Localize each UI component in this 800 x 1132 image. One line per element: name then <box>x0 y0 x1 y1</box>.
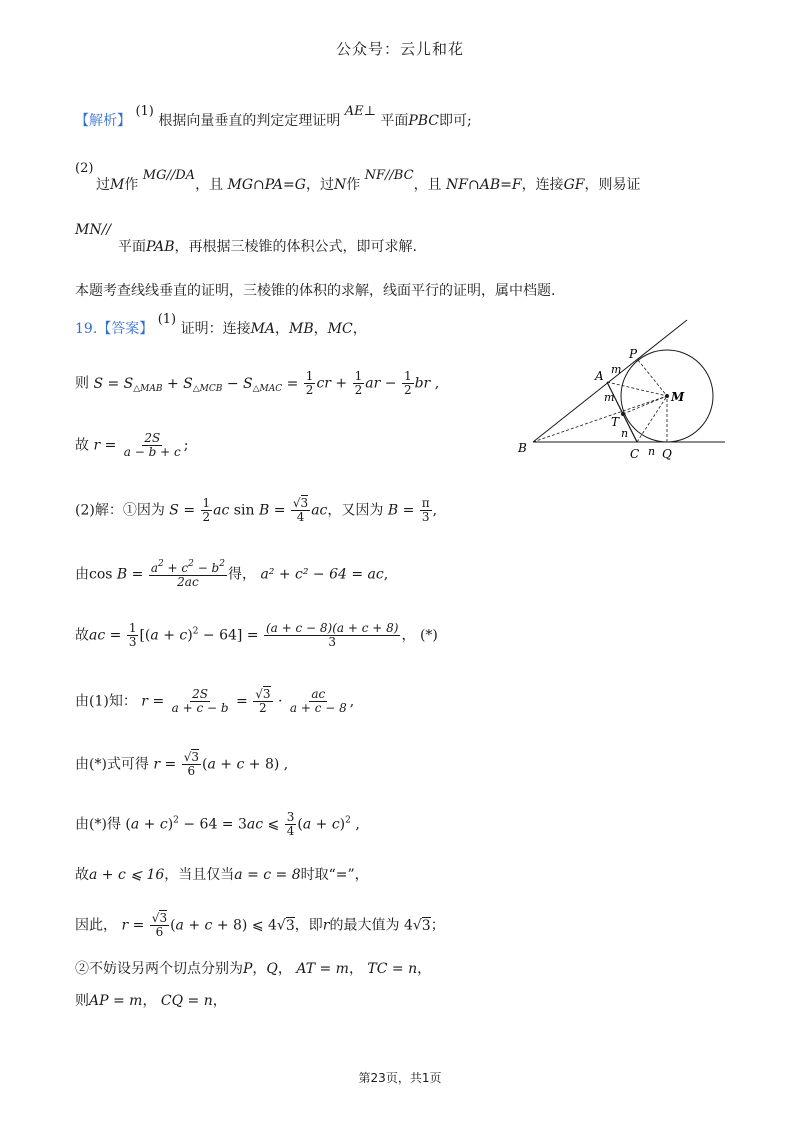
part-number: (1) <box>89 693 109 710</box>
center-point <box>665 394 669 398</box>
analysis-line-2 <box>75 161 94 186</box>
label-q: Q <box>662 447 672 461</box>
equation-tag: (*) <box>89 816 107 833</box>
math-expression: MG∩PA=G <box>227 177 306 193</box>
point-label: M <box>110 177 125 193</box>
tangent-point-t <box>621 412 625 416</box>
math-expression: AE⊥ <box>344 104 376 119</box>
label-m-at: m <box>604 391 615 404</box>
math-expression: a + c ⩽ 16 <box>89 867 165 883</box>
segment-cm <box>637 396 667 442</box>
label-n-tc: n <box>621 427 629 440</box>
analysis-text: ，再根据三棱锥的体积公式，即可求解. <box>174 239 417 255</box>
analysis-text: ，且 <box>413 177 442 193</box>
analysis-text: 根据向量垂直的判定定理证明 <box>158 113 341 129</box>
math-expression: MN// <box>75 222 112 238</box>
answer-text: 知： <box>108 693 137 710</box>
analysis-text: 作 <box>346 177 361 193</box>
answer-text: ， <box>348 961 363 977</box>
answer-text: ； <box>430 917 445 934</box>
analysis-text: 作 <box>124 177 139 193</box>
answer-text: 解：①因为 <box>94 502 165 519</box>
label-t: T <box>611 415 620 429</box>
star-line: 由(*)式可得 r = $\frac{√3}{6}$ (a + c + 8) , <box>75 750 289 779</box>
equation-tag: (*) <box>89 756 107 773</box>
answer-text: ，又因为 <box>327 502 384 519</box>
label-p: P <box>629 347 638 361</box>
answer-text: 由 <box>75 816 89 833</box>
math-expression: r <box>322 917 330 934</box>
answer-text: 式可得 <box>106 756 149 773</box>
ac-line: 故ac = $\frac{1}{3}$ $[(a + c)^2 - 64]$ = $\frac{(a + c - 8)(a + c + 8)}{3}$ ， (*) <box>75 621 438 650</box>
analysis-text: ，过 <box>305 177 334 193</box>
label-c: C <box>630 447 640 461</box>
math-expression: AT = m <box>296 961 349 977</box>
answer-text: 故 <box>75 867 89 883</box>
answer-text: 则 <box>75 375 89 392</box>
answer-tag: 19.【答案】 <box>75 321 154 337</box>
part2-line: (2)解：①因为 S = $\frac{1}{2}$ ac sin B = $\frac{√3}{4}$ ac，又因为 B = $\frac{\pi}{3}$ , <box>75 496 438 525</box>
label-m: M <box>671 390 685 404</box>
math-expression: CQ = n <box>160 993 213 1009</box>
answer-text: ， <box>275 321 290 337</box>
circle2-line <box>75 958 431 978</box>
analysis-text: ，且 <box>195 177 224 193</box>
segment-am <box>607 382 667 396</box>
analysis-line-3b <box>118 236 417 256</box>
point-label: N <box>333 177 347 193</box>
part-number: (1) <box>135 104 154 119</box>
analysis-text: 即可; <box>439 113 472 129</box>
answer-text: 的最大值为 <box>329 917 400 934</box>
answer-text: ， <box>252 961 267 977</box>
math-expression: MG//DA <box>142 168 196 183</box>
analysis-text: 平面 <box>118 239 146 255</box>
answer-text: 得 <box>106 816 121 833</box>
thus-line: 因此， r = $\frac{√3}{6}$ (a + c + 8) ⩽ 4√3，即r的最大值为 4√3； <box>75 911 445 940</box>
math-expression: a² + c² − 64 = ac <box>260 566 384 583</box>
segment-label: MC <box>327 321 353 337</box>
label-m-ap: m <box>611 363 622 376</box>
segment-label: MB <box>289 321 314 337</box>
answer-text: ， <box>313 321 328 337</box>
answer-text: ， <box>212 993 227 1009</box>
answer-text: 由 <box>75 566 89 583</box>
geometry-figure <box>510 318 740 468</box>
cosine-line: 由cos B = $\frac{a^2 + c^2 - b^2}{2ac}$ 得， a² + c² − 64 = ac, <box>75 559 389 590</box>
page-footer: 第23页，共1页 <box>358 1071 442 1085</box>
point-label: P <box>243 961 253 977</box>
segment-label: MA <box>250 321 276 337</box>
part-number: (1) <box>157 312 177 327</box>
label-b: B <box>518 441 527 455</box>
answer-text: 时取“=”， <box>300 867 369 883</box>
segment-bm <box>533 396 667 442</box>
analysis-line-1 <box>75 104 472 130</box>
inequality-line: 由(*)得 $(a + c)^2 - 64 = 3ac$ ⩽ $\frac{3}{4}$ $(a + c)^2$ , <box>75 810 360 839</box>
area-equation: 则 $S = S_{\triangle MAB} + S_{\triangle MCB} - S_{\triangle MAC}$ = $\frac{1}{2}$ cr + $\frac{1}{2}$ ar − $\frac{1}{2}$ br , <box>75 369 440 398</box>
tangent-line-ba <box>533 320 687 442</box>
answer-text: 则 <box>75 993 89 1009</box>
label-n-cq: n <box>648 445 656 458</box>
answer-text: 因此， <box>75 917 117 934</box>
answer-text: ， <box>417 961 432 977</box>
answer-text: 得， <box>227 566 256 583</box>
analysis-tag: 【解析】 <box>75 113 131 129</box>
answer-text: ，当且仅当 <box>164 867 235 883</box>
analysis-text: 平面 <box>380 113 409 129</box>
page-header: 公众号：云儿和花 <box>335 40 464 58</box>
answer-text: 由 <box>75 693 89 710</box>
radius-equation: 故 r = $\frac{2S}{a - b + c}$ ; <box>75 431 189 460</box>
math-expression: AP = m <box>89 993 143 1009</box>
analysis-text: 过 <box>96 177 110 193</box>
analysis-text: ，连接 <box>521 177 564 193</box>
plane-name: PAB <box>146 239 175 255</box>
answer-text: ， <box>142 993 157 1009</box>
plane-name: PBC <box>408 113 440 129</box>
analysis-text: ，则易证 <box>584 177 641 193</box>
from1-line: 由(1)知： r = $\frac{2S}{a + c - b}$ = $\frac{√3}{2}$ · $\frac{ac}{a + c - 8}$ , <box>75 687 355 716</box>
equation-tag: (*) <box>419 627 438 644</box>
answer-text: 故 <box>75 437 89 454</box>
math-expression: NF∩AB=F <box>446 177 522 193</box>
math-expression: TC = n <box>367 961 418 977</box>
answer-text: ②不妨设另两个切点分别为 <box>75 961 243 977</box>
answer-text: 由 <box>75 756 89 773</box>
label-a: A <box>595 369 604 383</box>
last-line <box>75 990 227 1010</box>
answer-text: 故 <box>75 627 89 644</box>
point-label: Q <box>266 961 278 977</box>
part-number: (2) <box>75 161 94 176</box>
answer-text: 证明：连接 <box>180 321 251 337</box>
analysis-line-2b <box>96 168 641 194</box>
analysis-line-3 <box>75 222 111 238</box>
part-number: (2) <box>75 502 95 519</box>
math-expression: NF//BC <box>364 168 414 183</box>
answer-text: ，即 <box>294 917 323 934</box>
segment-tm <box>623 396 667 414</box>
analysis-summary: 本题考查线线垂直的证明，三棱锥的体积的求解，线面平行的证明，属中档题. <box>75 283 556 299</box>
answer-text: ， <box>352 321 367 337</box>
math-expression: a = c = 8 <box>234 867 301 883</box>
segment-label: GF <box>563 177 585 193</box>
answer-text: ， <box>277 961 292 977</box>
bound-line <box>75 864 369 884</box>
answer-line-1 <box>75 312 367 338</box>
